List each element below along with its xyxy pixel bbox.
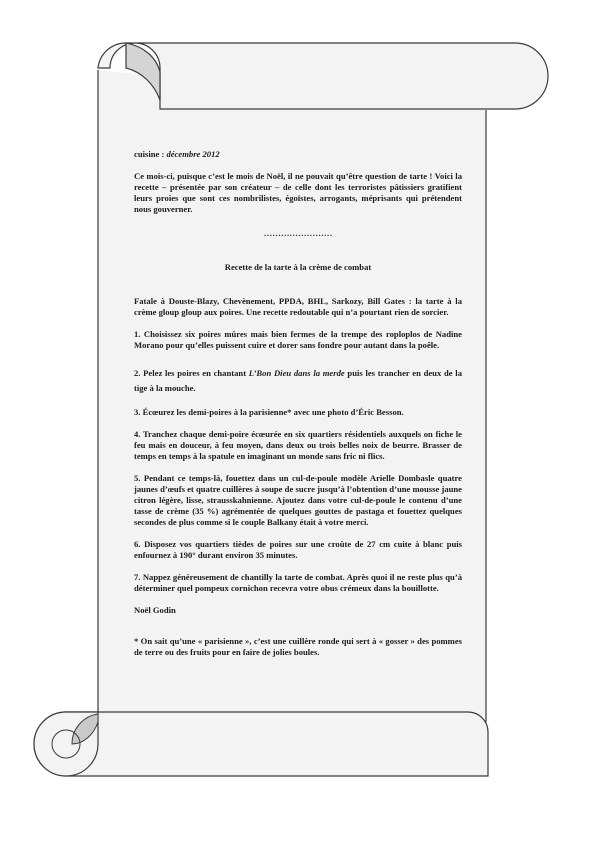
header-date: décembre 2012 — [166, 149, 220, 159]
scroll-top-roll — [98, 43, 548, 109]
step-3: 3. Écœurez les demi-poires à la parisienne* avec une photo d’Éric Besson. — [134, 407, 404, 417]
step-6: 6. Disposez vos quartiers tièdes de poires sur une croûte de 27 cm cuite à blanc puis enfournez à 190° durant environ 35 minutes. — [134, 539, 462, 560]
separator-dots: …………………… — [263, 228, 333, 238]
scroll-bottom-roll — [34, 712, 488, 776]
intro-paragraph: Ce mois-ci, puisque c’est le mois de Noël, il ne pouvait qu’être question de tarte ! Voici la recette – présentée par son créateur – de celle dont les terroristes pâtissiers gratifient leurs proies que sont ces nombrilistes, égoïstes, arrogants, méprisants qui prétendent nous gouverner. — [134, 171, 462, 214]
step-2-text-start: 2. Pelez les poires en chantant — [134, 368, 249, 378]
recipe-title: Recette de la tarte à la crème de combat — [224, 262, 372, 272]
step-1: 1. Choisissez six poires mûres mais bien fermes de la trempe des roploplos de Nadine Morano pour qu’elles puissent cuire et dorer sans fondre pour autant dans la poêle. — [134, 329, 462, 350]
recipe-document — [134, 149, 462, 658]
lead-paragraph: Fatale à Douste-Blazy, Chevènement, PPDA, BHL, Sarkozy, Bill Gates : la tarte à la crème gloup gloup aux poires. Une recette redoutable qui n’a pourtant rien de sorcier. — [134, 296, 462, 317]
footnote: * On sait qu’une « parisienne », c’est une cuillère ronde qui sert à « gosser » des pommes de terre ou des fruits pour en faire de jolies boules. — [134, 636, 462, 657]
step-4: 4. Tranchez chaque demi-poire écœurée en six quartiers résidentiels auxquels on fiche le feu mais en douceur, à feu moyen, dans deux ou trois belles noix de beurre. Brasser de temps en temps à la spatule en imaginant un monde sans fric ni flics. — [134, 429, 462, 461]
step-2 — [134, 366, 462, 396]
step-2-song-title: L’Bon Dieu dans la merde — [248, 368, 345, 378]
step-7: 7. Nappez généreusement de chantilly la tarte de combat. Après quoi il ne reste plus qu’à déterminer quel pompeux cornichon recevra votre obus crémeux dans la bouillotte. — [134, 572, 462, 593]
step-2-text-end: puis les trancher en deux de la tige à la mouche. — [134, 368, 462, 393]
header-line — [134, 149, 462, 160]
header-prefix: cuisine : — [134, 149, 167, 159]
author-signature: Noël Godin — [134, 605, 176, 615]
step-5: 5. Pendant ce temps-là, fouettez dans un cul-de-poule modèle Arielle Dombasle quatre jaunes d’œufs et quatre cuillères à soupe de sucre jusqu’à l’obtention d’une mousse jaune citron légère, lisse, strausskahnienne. Ajoutez dans votre cul-de-poule le contenu d’une tasse de crème (35 %) agrémentée de quelques gouttes de pastaga et fouettez quelques secondes de plus comme si le couple Balkany était à votre merci. — [134, 473, 462, 527]
